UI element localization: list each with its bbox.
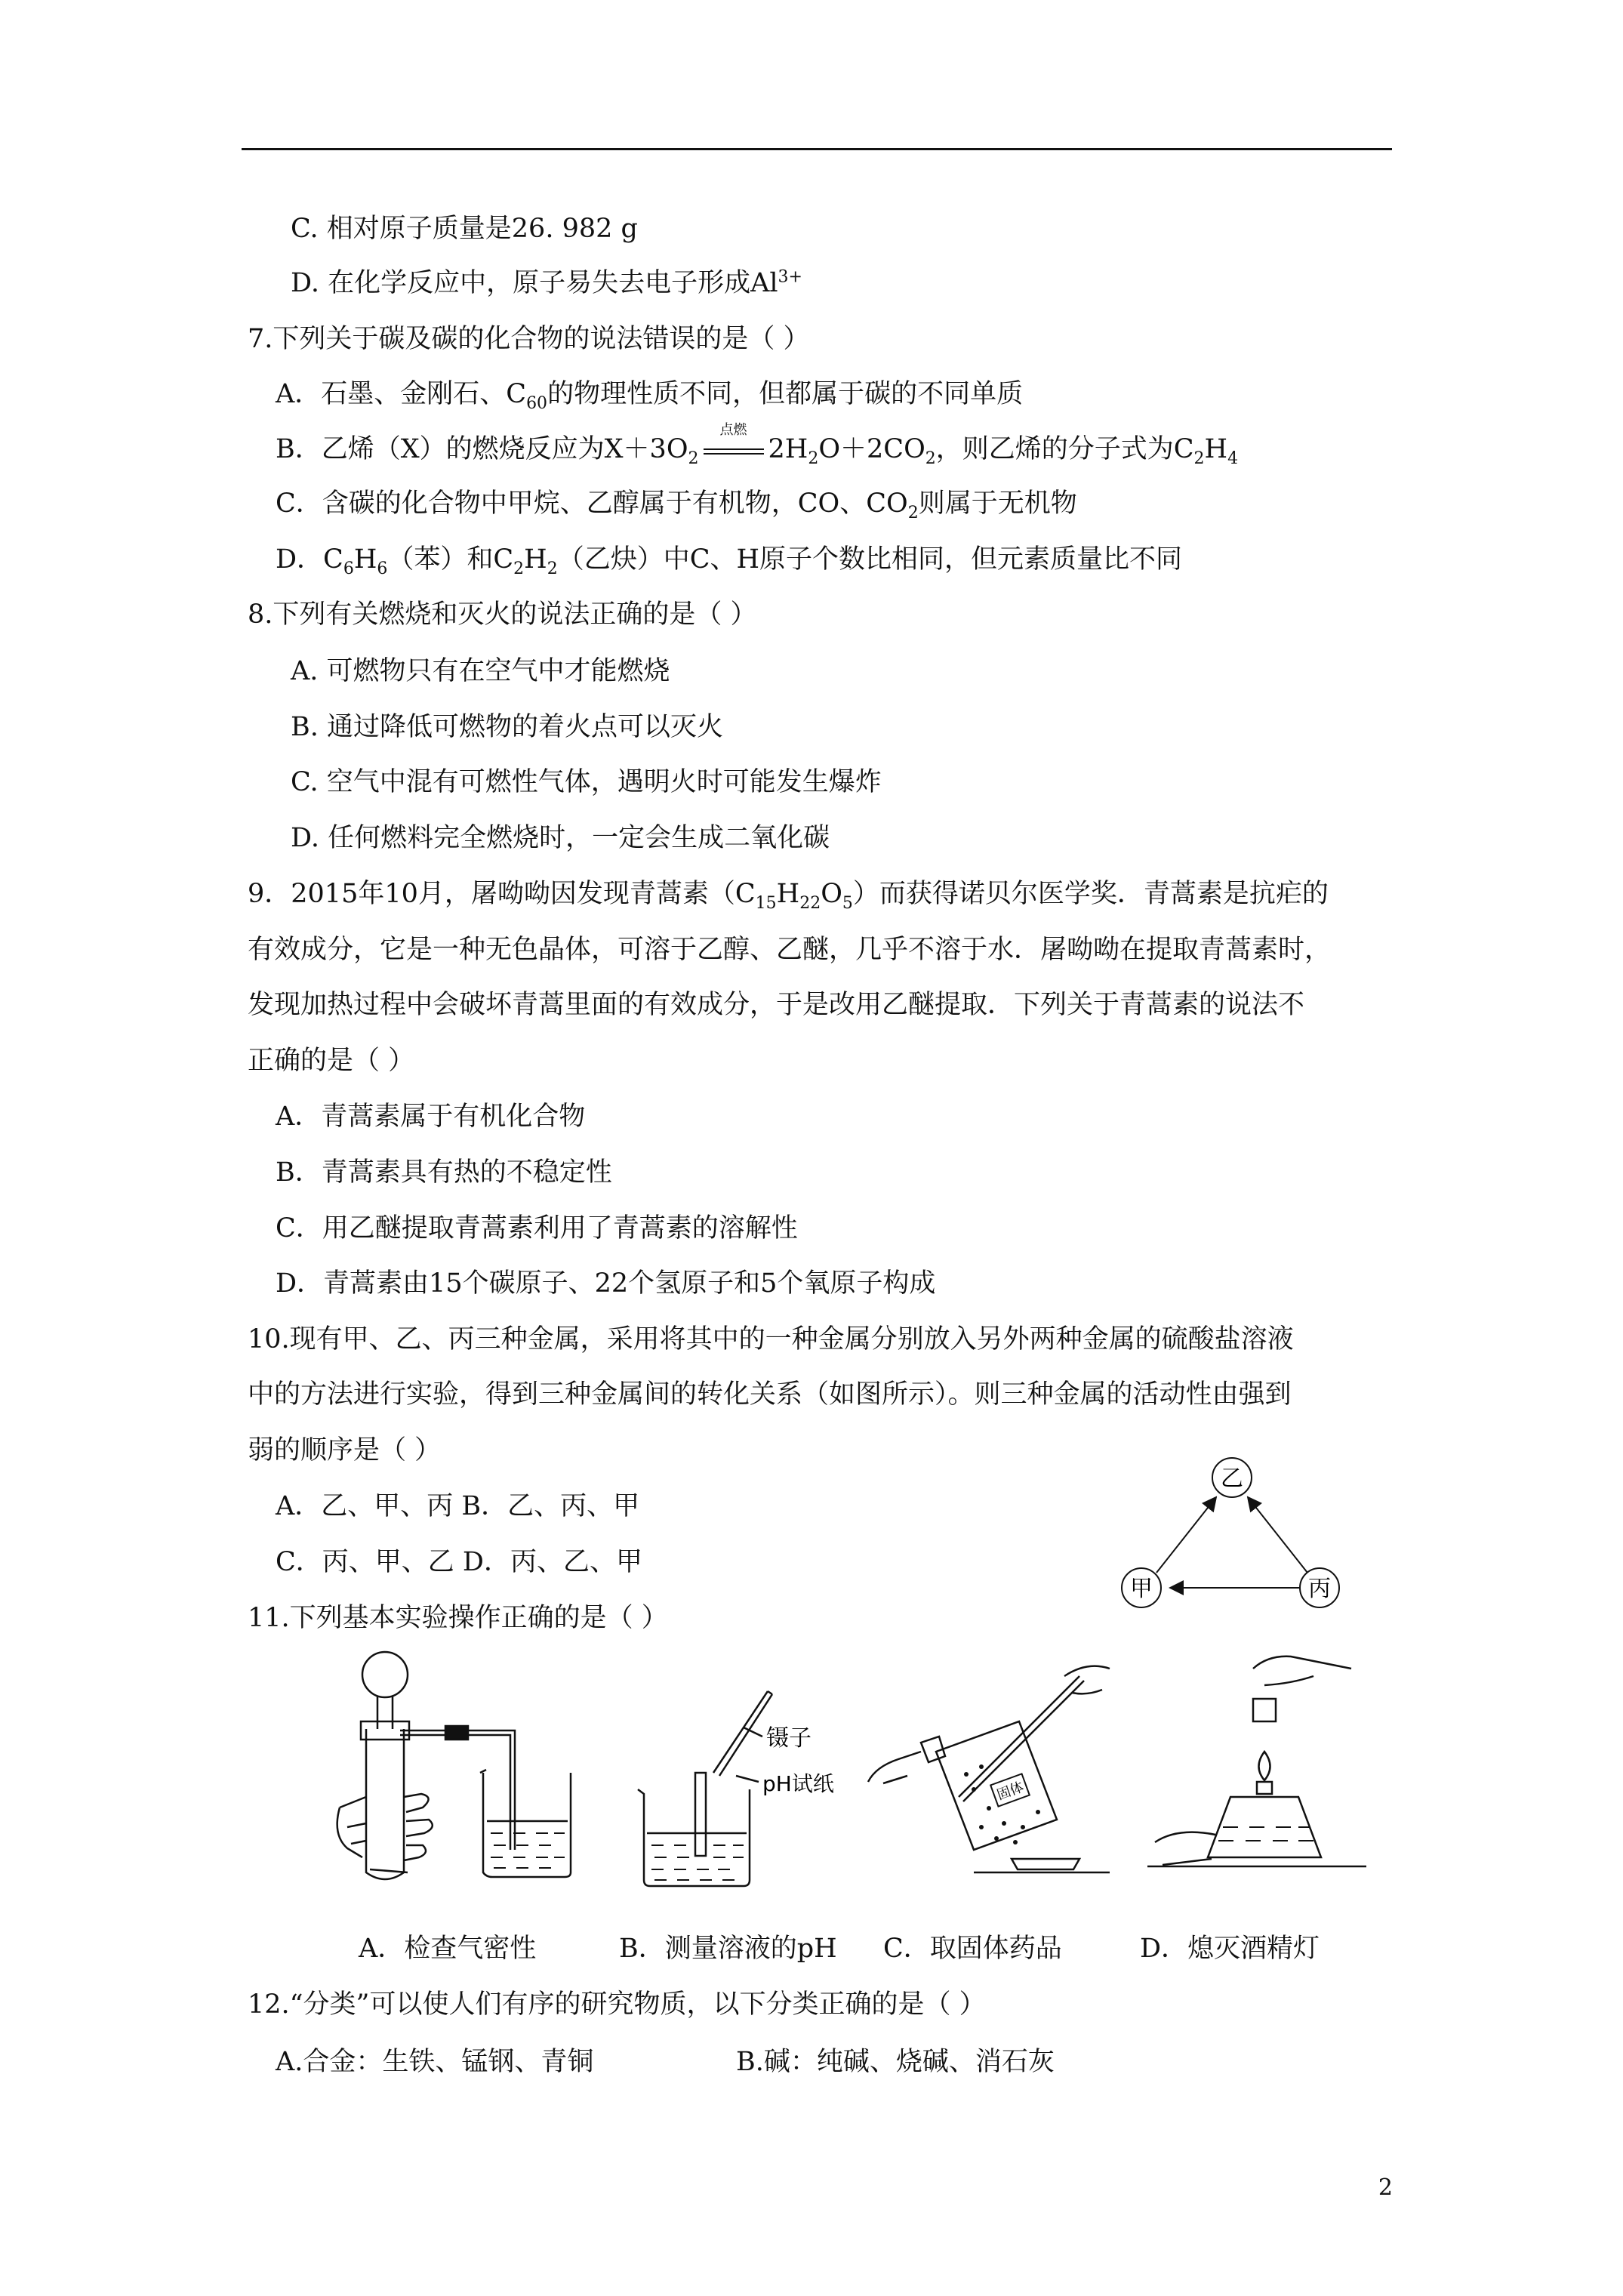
q9-option-b: B．青蒿素具有热的不稳定性 (276, 1157, 612, 1188)
q12-option-a: A.合金：生铁、锰钢、青铜 (276, 2047, 594, 2077)
caption-b: B．测量溶液的pH (619, 1934, 837, 1964)
q12-option-b: B.碱：纯碱、烧碱、消石灰 (736, 2047, 1055, 2077)
q9-stem-line2: 有效成分，它是一种无色晶体，可溶于乙醇、乙醚，几乎不溶于水．屠呦呦在提取青蒿素时， (248, 935, 1332, 965)
metal-relation-diagram (1110, 1450, 1351, 1608)
q7-stem: 7.下列关于碳及碳的化合物的说法错误的是（ ） (248, 324, 810, 354)
q9-option-d: D．青蒿素由15个碳原子、22个氢原子和5个氧原子构成 (276, 1268, 936, 1299)
q10-stem-line1: 10.现有甲、乙、丙三种金属，采用将其中的一种金属分别放入另外两种金属的硫酸盐溶液 (248, 1324, 1294, 1354)
q7-option-d: D．$C_6H_6$（苯）和$C_2H_2$（乙炔）中C、H原子个数比相同，但元素质量比不同 (276, 544, 1182, 578)
q12-stem: 12.“分类”可以使人们有序的研究物质，以下分类正确的是（ ） (248, 1989, 986, 2020)
q8-stem: 8.下列有关燃烧和灭火的说法正确的是（ ） (248, 599, 757, 630)
header-rule (242, 148, 1392, 150)
label-bottle: 固体 (995, 1779, 1027, 1804)
q9-stem-line1: 9．2015年10月，屠呦呦因发现青蒿素$(C_{15}H_{22}O_5)$而获得诺贝尔医学奖．青蒿素是抗疟的 (248, 879, 1329, 913)
q9-stem-line4: 正确的是（ ） (248, 1046, 415, 1076)
q10-stem-line2: 中的方法进行实验，得到三种金属间的转化关系（如图所示）。则三种金属的活动性由强到 (248, 1379, 1292, 1410)
q10-stem-line3: 弱的顺序是（ ） (248, 1435, 442, 1465)
node-jia: 甲 (1130, 1576, 1153, 1602)
q9-option-c: C．用乙醚提取青蒿素利用了青蒿素的溶解性 (276, 1213, 798, 1244)
figure-b-ph-test (630, 1661, 872, 1895)
arrow-bing-to-yi (1248, 1497, 1307, 1573)
figure-c-solid-reagent (861, 1646, 1117, 1895)
q9-option-a: A．青蒿素属于有机化合物 (276, 1102, 586, 1132)
caption-c: C．取固体药品 (883, 1934, 1062, 1964)
reaction-condition-sign: 点燃 (704, 439, 764, 462)
q9-stem-line3: 发现加热过程中会破坏青蒿里面的有效成分，于是改用乙醚提取．下列关于青蒿素的说法不 (248, 990, 1305, 1020)
caption-d: D．熄灭酒精灯 (1140, 1934, 1320, 1964)
q8-option-b: B. 通过降低可燃物的着火点可以灭火 (291, 712, 723, 742)
q8-option-c: C. 空气中混有可燃性气体，遇明火时可能发生爆炸 (291, 767, 882, 797)
label-ph-paper: pH试纸 (762, 1771, 834, 1796)
q8-option-a: A. 可燃物只有在空气中才能燃烧 (291, 656, 670, 686)
figure-a-airtightness (325, 1646, 574, 1895)
label-tweezers: 镊子 (766, 1725, 812, 1752)
q11-stem: 11.下列基本实验操作正确的是（ ） (248, 1603, 668, 1633)
caption-a: A．检查气密性 (359, 1934, 537, 1964)
page-number: 2 (1378, 2174, 1393, 2201)
node-bing: 丙 (1308, 1576, 1331, 1602)
q7-option-a: A．石墨、金刚石、$C_{60}$的物理性质不同，但都属于碳的不同单质 (276, 379, 1024, 413)
arrow-jia-to-yi (1156, 1497, 1216, 1573)
q10-options-cd: C．丙、甲、乙 D．丙、乙、甲 (276, 1547, 642, 1577)
q8-option-d: D. 任何燃料完全燃烧时，一定会生成二氧化碳 (291, 823, 830, 853)
q6-option-c: C. 相对原子质量是26. 982 g (291, 214, 638, 244)
q6-option-d: D. 在化学反应中，原子易失去电子形成$Al^{3+}$ (291, 267, 802, 298)
q7-option-b: B．乙烯（X）的燃烧反应为$X+3O_2$ 点燃 $2H_2O+2CO_2$，则乙烯的分子式为$C_2H_4$ (276, 421, 1239, 468)
figure-d-alcohol-lamp (1140, 1646, 1374, 1895)
q10-options-ab: A．乙、甲、丙 B．乙、丙、甲 (276, 1491, 640, 1521)
node-yi: 乙 (1221, 1465, 1243, 1492)
q7-option-c: C．含碳的化合物中甲烷、乙醇属于有机物，CO、$CO_2$则属于无机物 (276, 488, 1077, 522)
